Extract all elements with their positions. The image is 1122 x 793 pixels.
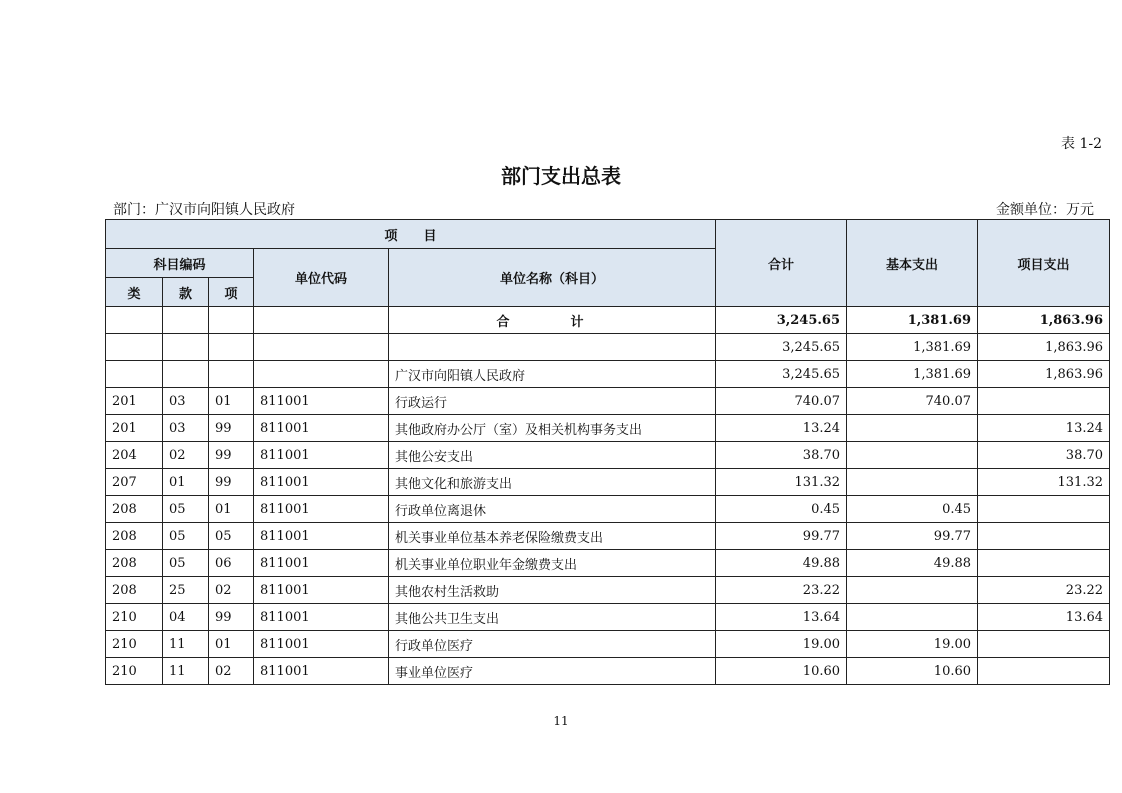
total-label: 合 计	[389, 307, 716, 334]
row-total: 13.64	[716, 604, 847, 631]
row-xiang: 02	[209, 658, 254, 685]
row-kuan: 05	[163, 550, 209, 577]
table-code: 表 1-2	[1061, 136, 1102, 152]
row-basic: 99.77	[847, 523, 978, 550]
row-unit-code: 811001	[254, 496, 389, 523]
row-unit-code: 811001	[254, 442, 389, 469]
row-unit-name: 其他政府办公厅（室）及相关机构事务支出	[389, 415, 716, 442]
header-unit-code: 单位代码	[254, 249, 389, 307]
subtotal-project: 1,863.96	[978, 334, 1110, 361]
row-unit-code: 811001	[254, 415, 389, 442]
row-basic: 740.07	[847, 388, 978, 415]
table-row	[106, 388, 1110, 415]
unit-row-name: 广汉市向阳镇人民政府	[389, 361, 716, 388]
row-xiang: 99	[209, 442, 254, 469]
row-unit-code: 811001	[254, 523, 389, 550]
unit-row-project: 1,863.96	[978, 361, 1110, 388]
table-row	[106, 496, 1110, 523]
row-total: 131.32	[716, 469, 847, 496]
row-unit-code: 811001	[254, 658, 389, 685]
row-total: 38.70	[716, 442, 847, 469]
row-total: 19.00	[716, 631, 847, 658]
row-lei: 210	[106, 604, 163, 631]
row-project: 23.22	[978, 577, 1110, 604]
row-xiang: 99	[209, 604, 254, 631]
row-basic	[847, 604, 978, 631]
row-lei: 208	[106, 577, 163, 604]
row-project	[978, 550, 1110, 577]
row-project	[978, 496, 1110, 523]
table-row	[106, 604, 1110, 631]
row-lei: 204	[106, 442, 163, 469]
row-kuan: 05	[163, 496, 209, 523]
total-amount: 3,245.65	[716, 307, 847, 334]
header-unit-name: 单位名称（科目）	[389, 249, 716, 307]
row-xiang: 05	[209, 523, 254, 550]
page-title: 部门支出总表	[501, 164, 621, 188]
row-project	[978, 658, 1110, 685]
row-unit-code: 811001	[254, 604, 389, 631]
row-unit-name: 行政单位医疗	[389, 631, 716, 658]
row-unit-code: 811001	[254, 469, 389, 496]
row-unit-name: 其他公共卫生支出	[389, 604, 716, 631]
row-total: 740.07	[716, 388, 847, 415]
row-unit-name: 其他文化和旅游支出	[389, 469, 716, 496]
row-kuan: 01	[163, 469, 209, 496]
row-lei: 201	[106, 388, 163, 415]
row-basic	[847, 469, 978, 496]
header-xiang: 项	[209, 278, 254, 307]
row-unit-name: 行政单位离退休	[389, 496, 716, 523]
row-lei: 208	[106, 523, 163, 550]
subtotal-row	[106, 334, 1110, 361]
row-project	[978, 523, 1110, 550]
row-kuan: 03	[163, 415, 209, 442]
row-kuan: 11	[163, 631, 209, 658]
subtotal-amount: 3,245.65	[716, 334, 847, 361]
row-basic	[847, 415, 978, 442]
row-basic: 49.88	[847, 550, 978, 577]
row-xiang: 01	[209, 496, 254, 523]
row-unit-code: 811001	[254, 631, 389, 658]
row-basic	[847, 577, 978, 604]
header-basic: 基本支出	[847, 220, 978, 307]
row-kuan: 02	[163, 442, 209, 469]
row-kuan: 05	[163, 523, 209, 550]
row-unit-name: 事业单位医疗	[389, 658, 716, 685]
row-xiang: 99	[209, 415, 254, 442]
row-project	[978, 388, 1110, 415]
department-label: 部门：广汉市向阳镇人民政府	[113, 202, 295, 218]
row-total: 49.88	[716, 550, 847, 577]
total-project: 1,863.96	[978, 307, 1110, 334]
unit-row	[106, 361, 1110, 388]
row-unit-name: 其他农村生活救助	[389, 577, 716, 604]
row-unit-code: 811001	[254, 577, 389, 604]
row-xiang: 01	[209, 631, 254, 658]
row-project	[978, 631, 1110, 658]
row-kuan: 25	[163, 577, 209, 604]
header-project: 项目支出	[978, 220, 1110, 307]
header-item: 项 目	[106, 220, 716, 249]
unit-row-amount: 3,245.65	[716, 361, 847, 388]
row-xiang: 99	[209, 469, 254, 496]
row-basic: 10.60	[847, 658, 978, 685]
row-unit-name: 机关事业单位基本养老保险缴费支出	[389, 523, 716, 550]
row-xiang: 06	[209, 550, 254, 577]
subtotal-basic: 1,381.69	[847, 334, 978, 361]
table-row	[106, 550, 1110, 577]
table-row	[106, 523, 1110, 550]
table-row	[106, 631, 1110, 658]
row-kuan: 11	[163, 658, 209, 685]
total-basic: 1,381.69	[847, 307, 978, 334]
table-row	[106, 658, 1110, 685]
row-lei: 201	[106, 415, 163, 442]
row-unit-code: 811001	[254, 550, 389, 577]
page-number: 11	[553, 714, 569, 728]
row-lei: 207	[106, 469, 163, 496]
row-kuan: 03	[163, 388, 209, 415]
unit-row-basic: 1,381.69	[847, 361, 978, 388]
table-row	[106, 469, 1110, 496]
amount-unit-label: 金额单位：万元	[996, 202, 1094, 218]
header-total: 合计	[716, 220, 847, 307]
row-xiang: 02	[209, 577, 254, 604]
header-subject-code: 科目编码	[106, 249, 254, 278]
header-kuan: 款	[163, 278, 209, 307]
row-lei: 210	[106, 658, 163, 685]
row-project: 13.64	[978, 604, 1110, 631]
row-project: 38.70	[978, 442, 1110, 469]
row-xiang: 01	[209, 388, 254, 415]
header-lei: 类	[106, 278, 163, 307]
row-unit-code: 811001	[254, 388, 389, 415]
row-project: 13.24	[978, 415, 1110, 442]
row-total: 10.60	[716, 658, 847, 685]
row-total: 99.77	[716, 523, 847, 550]
table-row	[106, 577, 1110, 604]
row-total: 0.45	[716, 496, 847, 523]
expenditure-table	[105, 219, 1110, 685]
table-row	[106, 442, 1110, 469]
table-row	[106, 415, 1110, 442]
row-total: 23.22	[716, 577, 847, 604]
row-basic	[847, 442, 978, 469]
row-unit-name: 其他公安支出	[389, 442, 716, 469]
total-row	[106, 307, 1110, 334]
row-basic: 0.45	[847, 496, 978, 523]
row-basic: 19.00	[847, 631, 978, 658]
row-lei: 210	[106, 631, 163, 658]
row-kuan: 04	[163, 604, 209, 631]
row-unit-name: 行政运行	[389, 388, 716, 415]
row-project: 131.32	[978, 469, 1110, 496]
row-lei: 208	[106, 550, 163, 577]
row-total: 13.24	[716, 415, 847, 442]
row-lei: 208	[106, 496, 163, 523]
row-unit-name: 机关事业单位职业年金缴费支出	[389, 550, 716, 577]
